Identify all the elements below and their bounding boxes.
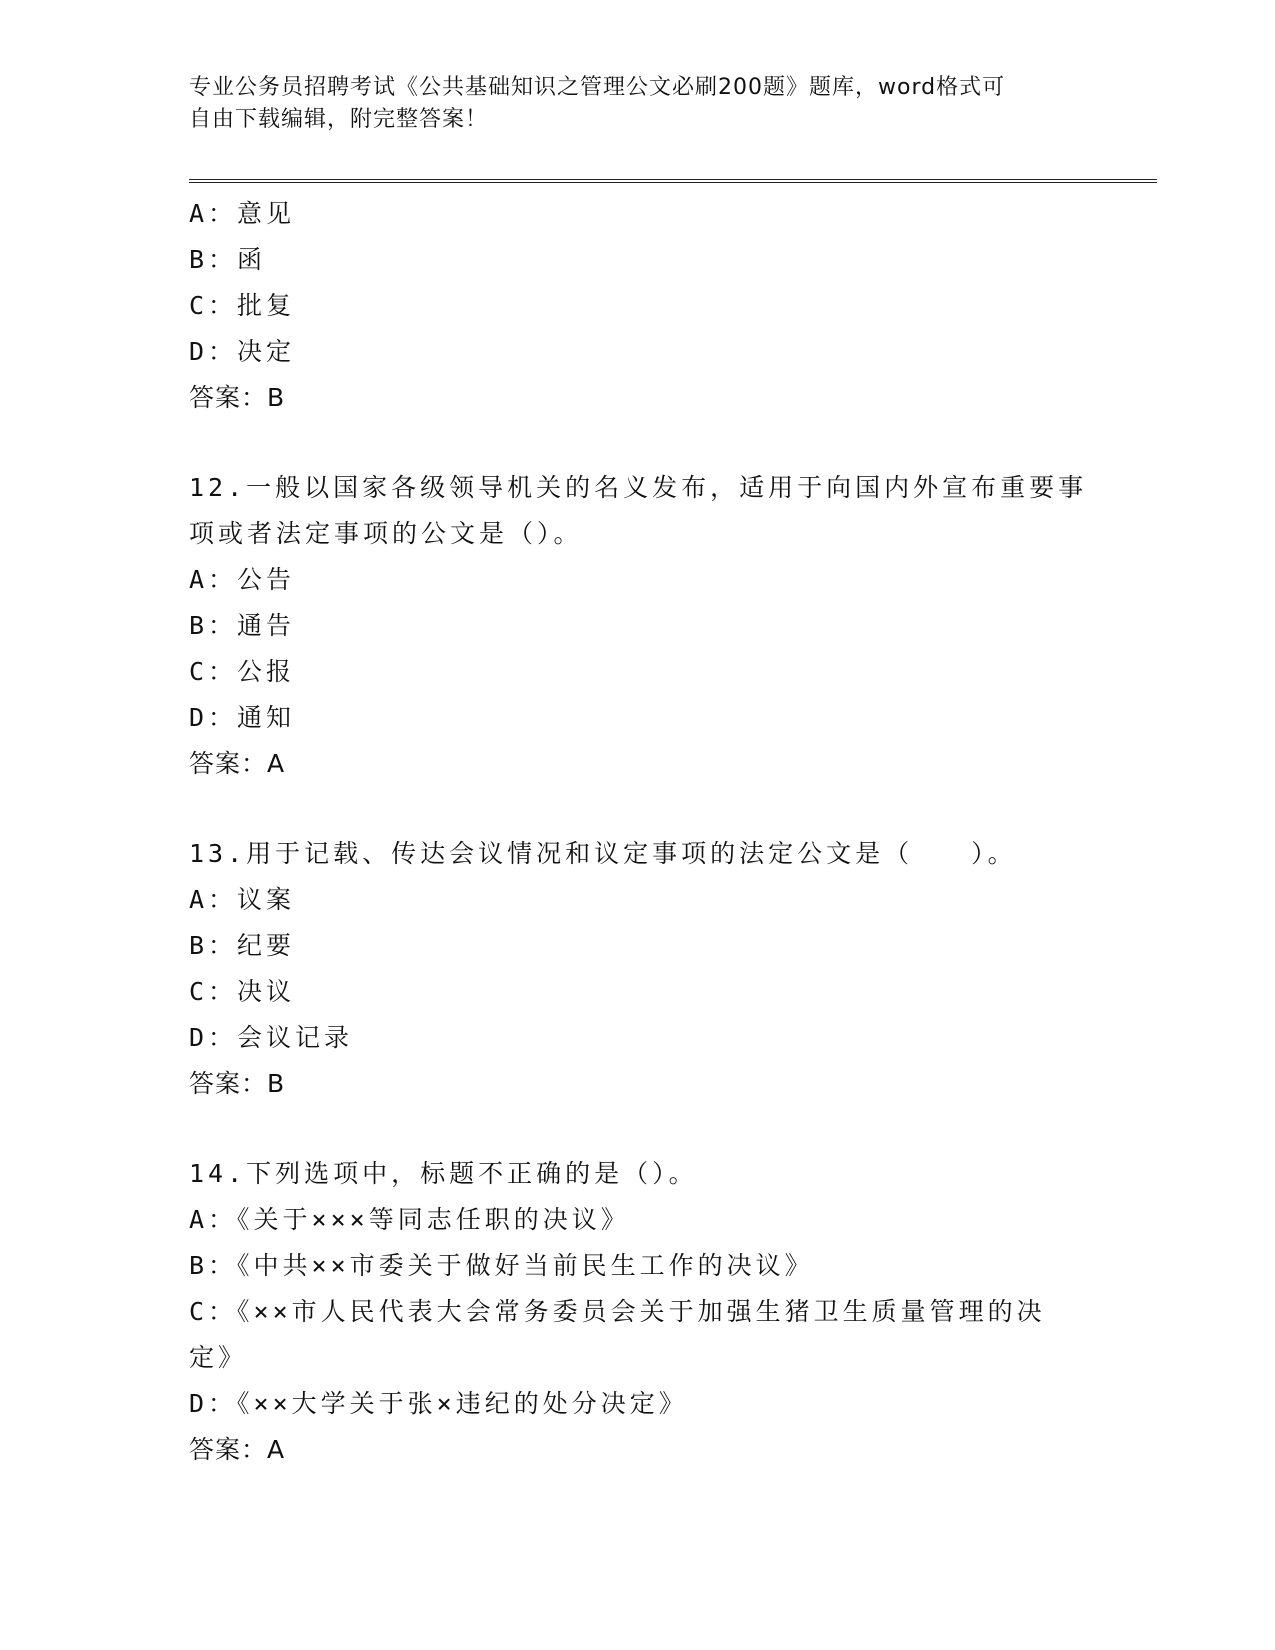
answer: 答案：A bbox=[189, 1435, 286, 1464]
option-b: B：通告 bbox=[189, 611, 296, 640]
option-b: B：纪要 bbox=[189, 931, 296, 960]
question-11 bbox=[189, 191, 1089, 421]
spacer bbox=[189, 787, 1089, 831]
header-divider bbox=[189, 179, 1157, 183]
option-a: A：公告 bbox=[189, 565, 296, 594]
question-stem: 14.下列选项中，标题不正确的是（）。 bbox=[189, 1159, 698, 1188]
option-d: D：会议记录 bbox=[189, 1023, 354, 1052]
answer: 答案：B bbox=[189, 383, 286, 412]
option-c: C：《××市人民代表大会常务委员会关于加强生猪卫生质量管理的决 bbox=[189, 1297, 1046, 1326]
option-b: B：《中共××市委关于做好当前民生工作的决议》 bbox=[189, 1251, 814, 1280]
option-c: C：批复 bbox=[189, 291, 296, 320]
question-stem: 13.用于记载、传达会议情况和议定事项的法定公文是（ ）。 bbox=[189, 839, 1017, 868]
spacer bbox=[189, 421, 1089, 465]
answer: 答案：B bbox=[189, 1069, 286, 1098]
option-a: A：意见 bbox=[189, 199, 296, 228]
question-stem-continued: 项或者法定事项的公文是（）。 bbox=[189, 519, 583, 548]
header-line-1: 专业公务员招聘考试《公共基础知识之管理公文必刷200题》题库，word格式可 bbox=[189, 75, 1006, 100]
option-a: A：议案 bbox=[189, 885, 296, 914]
question-stem: 12.一般以国家各级领导机关的名义发布，适用于向国内外宣布重要事 bbox=[189, 473, 1088, 502]
option-d: D：决定 bbox=[189, 337, 296, 366]
question-14 bbox=[189, 1151, 1089, 1473]
question-13 bbox=[189, 831, 1089, 1107]
option-d: D：通知 bbox=[189, 703, 296, 732]
option-c: C：决议 bbox=[189, 977, 296, 1006]
option-d: D：《××大学关于张×违纪的处分决定》 bbox=[189, 1389, 688, 1418]
header-line-2: 自由下载编辑，附完整答案！ bbox=[189, 107, 489, 132]
option-b: B：函 bbox=[189, 245, 267, 274]
question-list bbox=[189, 191, 1089, 1473]
answer: 答案：A bbox=[189, 749, 286, 778]
option-c-continued: 定》 bbox=[189, 1343, 248, 1372]
option-a: A：《关于×××等同志任职的决议》 bbox=[189, 1205, 630, 1234]
document-header bbox=[189, 72, 1089, 136]
question-12 bbox=[189, 465, 1089, 787]
option-c: C：公报 bbox=[189, 657, 296, 686]
spacer bbox=[189, 1107, 1089, 1151]
